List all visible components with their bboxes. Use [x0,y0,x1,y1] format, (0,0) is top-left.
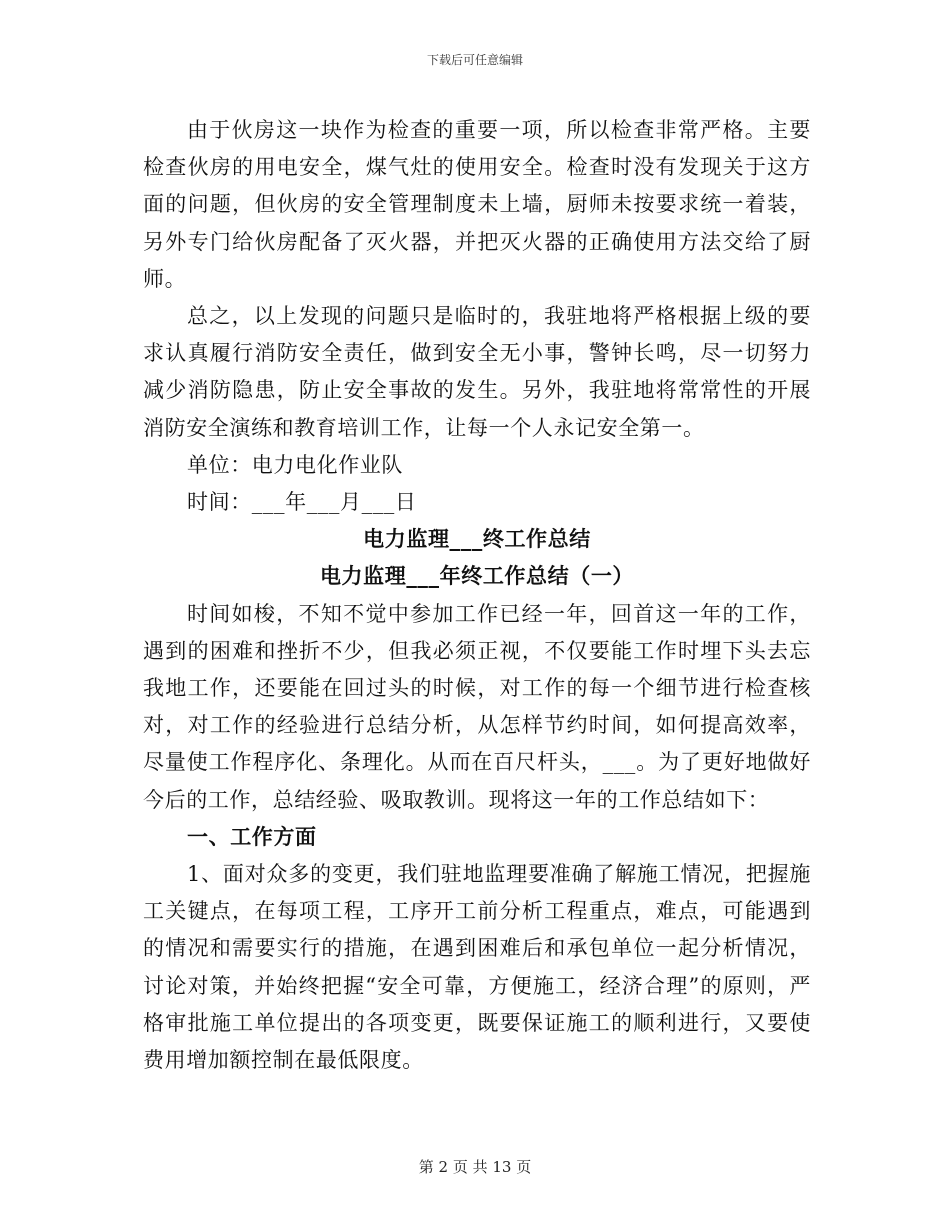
paragraph-kitchen-inspection: 由于伙房这一块作为检查的重要一项，所以检查非常严格。主要检查伙房的用电安全，煤气灶的使用安全。检查时没有发现关于这方面的问题，但伙房的安全管理制度未上墙，厨师未按要求统一着装，另外专门给伙房配备了灭火器，并把灭火器的正确使用方法交给了厨师。 [143,118,811,291]
section-heading-work: 一、工作方面 [187,824,317,849]
date-line: 时间：___年___月___日 [187,490,417,515]
paragraph-introduction: 时间如梭，不知不觉中参加工作已经一年，回首这一年的工作，遇到的困难和挫折不少，但我必须正视，不仅要能工作时埋下头去忘我地工作，还要能在回过头的时候，对工作的每一个细节进行检查核对，对工作的经验进行总结分析，从怎样节约时间，如何提高效率，尽量使工作程序化、条理化。从而在百尺杆头，___。为了更好地做好今后的工作，总结经验、吸取教训。现将这一年的工作总结如下： [143,601,811,812]
page-number: 第 2 页 共 13 页 [418,1158,532,1176]
document-body [143,112,811,1079]
document-subtitle: 电力监理___年终工作总结（一） [319,564,635,589]
unit-line: 单位：电力电化作业队 [187,452,403,477]
paragraph-changes: 1、面对众多的变更，我们驻地监理要准确了解施工情况，把握施工关键点，在每项工程，工序开工前分析工程重点，难点，可能遇到的情况和需要实行的措施，在遇到困难后和承包单位一起分析情况，讨论对策，并始终把握“安全可靠，方便施工，经济合理”的原则，严格审批施工单位提出的各项变更，既要保证施工的顺利进行，又要使费用增加额控制在最低限度。 [143,862,811,1073]
document-title: 电力监理___终工作总结 [363,527,591,552]
paragraph-conclusion: 总之，以上发现的问题只是临时的，我驻地将严格根据上级的要求认真履行消防安全责任，做到安全无小事，警钟长鸣，尽一切努力减少消防隐患，防止安全事故的发生。另外，我驻地将常常性的开展消防安全演练和教育培训工作，让每一个人永记安全第一。 [143,304,811,440]
header-note: 下载后可任意编辑 [426,53,523,67]
